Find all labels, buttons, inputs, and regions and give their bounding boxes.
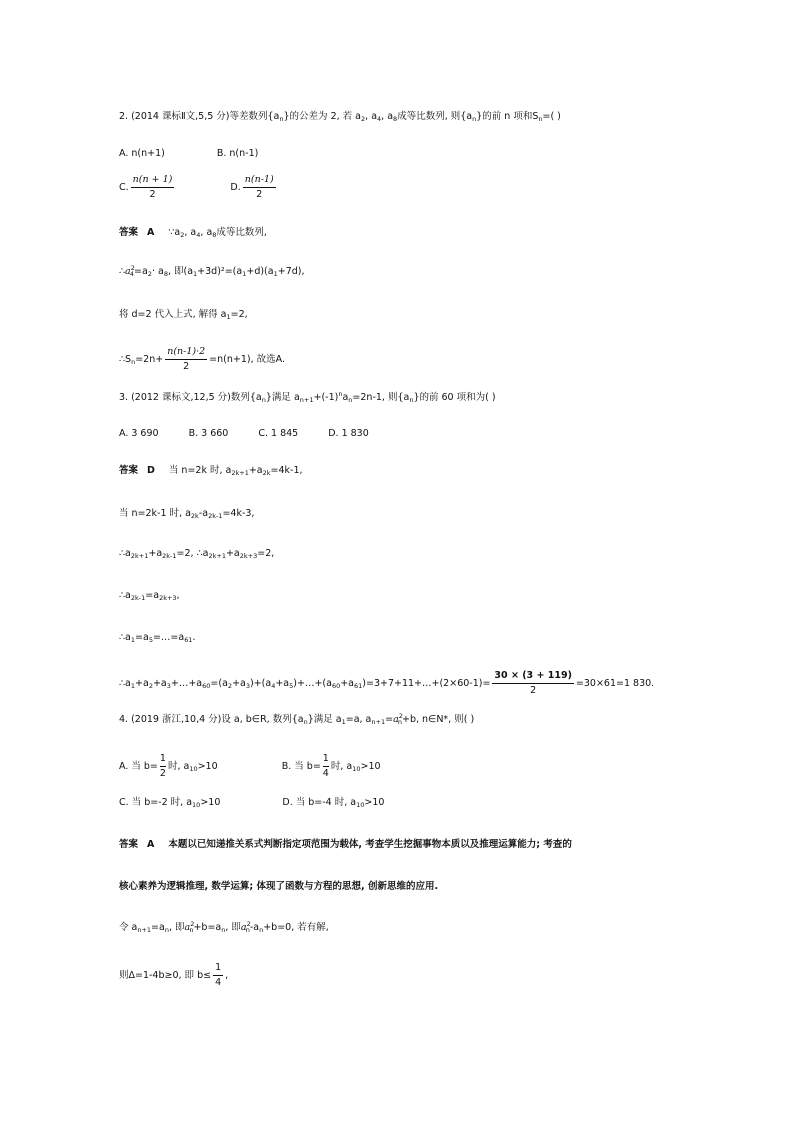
q2-options-cd [119, 174, 278, 201]
q3-solution-step5: $\therefore a_1=a_5=\dots=a_{61}$. [119, 632, 196, 644]
q2-option-c: C. $\frac{n(n + 1)}{2}$ [119, 174, 173, 200]
q2-solution-step2: $\therefore a^2_4=a_2\cdot a_8$, 即$(a_1+3d)^2=(a_1+d)(a_1+7d)$, [119, 264, 305, 278]
q3-solution-step6: $\therefore a_1+a_2+a_3+\dots+a_{60}=(a_2+a_3)+(a_4+a_5)+\dots+(a_{60}+a_{61})=3+7+11+\dots+(2\times 60-1)=$ $\frac{30 \times (3 + 119)}{2}$ =30×61=1 830. [119, 670, 655, 696]
q3-option-a: A. 3 690 [119, 428, 159, 439]
q3-solution-step2: 当 n=2k-1 时, $a_{2k}-a_{2k-1}=4k-3$, [119, 508, 255, 520]
q2-options-ab [119, 148, 258, 160]
q2-option-d: D. $\frac{n(n-1)}{2}$ [230, 174, 274, 200]
q4-option-d: D. 当 b=-4 时, $a_{10}>10$ [282, 797, 385, 809]
q4-options-ab [119, 753, 381, 780]
q2-option-b: B. n(n-1) [216, 148, 259, 159]
q3-option-d: D. 1 830 [328, 428, 369, 439]
q3-answer-letter: D [147, 465, 155, 476]
q3-answer: 答案 D 当 n=2k 时, $a_{2k+1}+a_{2k}=4k-1$, [119, 465, 303, 477]
q4-options-cd [119, 797, 384, 809]
q4-answer-letter: A [147, 839, 155, 850]
q4-option-c: C. 当 b=-2 时, $a_{10}>10$ [119, 797, 221, 809]
q3-stem: 3. (2012 课标文,12,5 分)数列$\{a_n\}$满足 $a_{n+1}+(-1)^na_n=2n-1$, 则$\{a_n\}$的前 60 项和为( ) [119, 390, 496, 404]
q3-solution-step3: $\therefore a_{2k+1}+a_{2k-1}=2$, $\therefore a_{2k+1}+a_{2k+3}=2$, [119, 548, 275, 560]
q3-option-b: B. 3 660 [188, 428, 229, 439]
q2-solution-step4: $\therefore S_n=2n+$ $\frac{n(n-1)\cdot 2}{2}$ =n(n+1), 故选A. [119, 346, 285, 372]
q3-solution-step4: $\therefore a_{2k-1}=a_{2k+3}$, [119, 590, 180, 602]
q2-answer-letter: A [147, 227, 155, 238]
q4-stem: 4. (2019 浙江,10,4 分)设 a, b∈R, 数列$\{a_n\}$满足 $a_1=a$, $a_{n+1}=a^2_n+b$, n∈N*, 则( ) [119, 712, 475, 726]
q4-answer: 答案 A 本题以已知递推关系式判断指定项范围为载体, 考查学生挖掘事物本质以及推理运算能力; 考查的 [119, 839, 572, 850]
q2-stem: 2. (2014 课标Ⅱ文,5,5 分)等差数列$\{a_n\}$的公差为 2, 若 $a_2$, $a_4$, $a_8$成等比数列, 则$\{a_n\}$的前 n 项和$S_n=$( ) [119, 111, 561, 123]
q4-explanation-line2: 核心素养为逻辑推理, 数学运算; 体现了函数与方程的思想, 创新思维的应用. [119, 881, 439, 892]
q4-explanation-line1: 本题以已知递推关系式判断指定项范围为载体, 考查学生挖掘事物本质以及推理运算能力; 考查的 [168, 839, 572, 850]
q4-option-a: A. 当 b= $\frac{1}{2}$ 时, $a_{10}>10$ [119, 753, 218, 779]
q2-answer: 答案 A $\because a_2$, $a_4$, $a_8$成等比数列, [119, 227, 267, 239]
q3-options [119, 428, 369, 440]
q3-option-c: C. 1 845 [258, 428, 299, 439]
q2-option-a: A. n(n+1) [119, 148, 165, 159]
q2-solution-step3: 将 d=2 代入上式, 解得 $a_1=2$, [119, 309, 248, 321]
q4-option-b: B. 当 b= $\frac{1}{4}$ 时, $a_{10}>10$ [281, 753, 381, 779]
q4-solution-step2: 则Δ=1-4b≥0, 即 b≤ $\frac{1}{4}$ , [119, 962, 229, 988]
q4-solution-step1: 令 $a_{n+1}=a_n$, 即$a^2_n+b=a_n$, 即$a^2_n-a_n+b=0$, 若有解, [119, 920, 329, 934]
